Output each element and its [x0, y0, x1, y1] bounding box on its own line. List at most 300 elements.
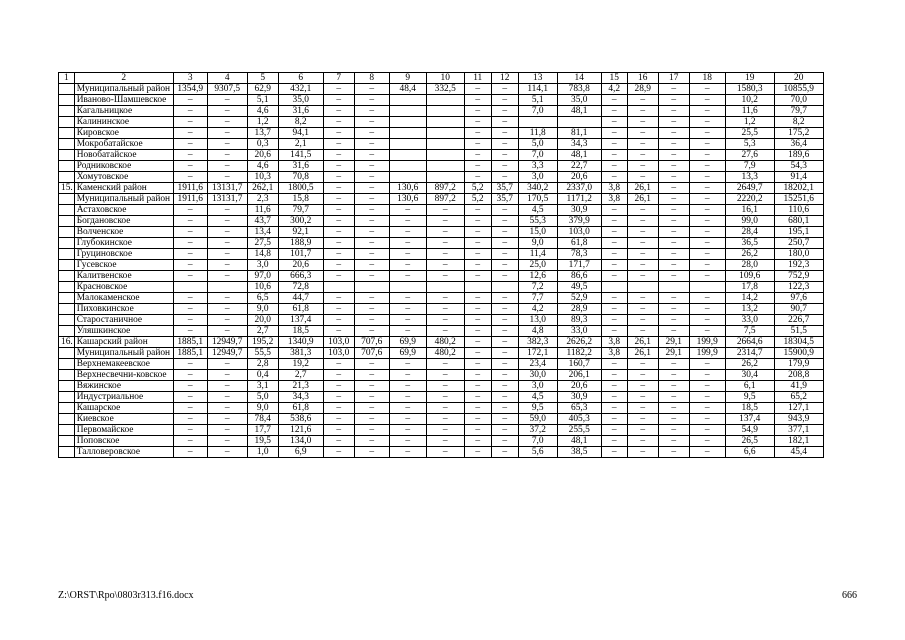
value-cell: – [354, 392, 389, 403]
value-cell: – [389, 315, 426, 326]
value-cell: 35,7 [491, 194, 518, 205]
value-cell: – [464, 304, 491, 315]
value-cell: 26,2 [725, 249, 774, 260]
value-cell: – [658, 84, 689, 95]
value-cell: – [491, 117, 518, 128]
value-cell: – [464, 260, 491, 271]
row-index [59, 216, 75, 227]
value-cell: – [491, 84, 518, 95]
value-cell: – [491, 271, 518, 282]
value-cell: – [323, 205, 354, 216]
table-row [59, 216, 824, 227]
value-cell: – [389, 370, 426, 381]
row-name: Хомутовское [74, 172, 173, 183]
value-cell: 6,1 [725, 381, 774, 392]
row-index [59, 106, 75, 117]
value-cell: 94,1 [278, 128, 323, 139]
value-cell: 2664,6 [725, 337, 774, 348]
value-cell: – [491, 414, 518, 425]
value-cell: 6,9 [278, 447, 323, 458]
value-cell: 179,9 [774, 359, 823, 370]
value-cell: – [464, 249, 491, 260]
value-cell: – [658, 205, 689, 216]
value-cell: 52,9 [557, 293, 601, 304]
value-cell: – [389, 271, 426, 282]
value-cell: 7,7 [518, 293, 557, 304]
value-cell: – [464, 425, 491, 436]
value-cell: 379,9 [557, 216, 601, 227]
value-cell: – [323, 326, 354, 337]
value-cell: – [354, 194, 389, 205]
value-cell: 1800,5 [278, 183, 323, 194]
value-cell: – [389, 249, 426, 260]
value-cell: 29,1 [658, 337, 689, 348]
value-cell: 33,0 [557, 326, 601, 337]
value-cell: – [354, 161, 389, 172]
value-cell: 5,3 [725, 139, 774, 150]
value-cell: 7,0 [518, 150, 557, 161]
value-cell: – [658, 392, 689, 403]
value-cell: 9307,5 [207, 84, 247, 95]
row-name: Красновское [74, 282, 173, 293]
value-cell [389, 106, 426, 117]
value-cell: – [426, 436, 464, 447]
header-cell: 10 [426, 73, 464, 84]
value-cell: – [658, 161, 689, 172]
value-cell: 2,7 [247, 326, 278, 337]
value-cell: – [491, 161, 518, 172]
value-cell [207, 282, 247, 293]
value-cell: 49,5 [557, 282, 601, 293]
row-index [59, 447, 75, 458]
value-cell: 36,4 [774, 139, 823, 150]
value-cell: – [426, 304, 464, 315]
value-cell [689, 282, 725, 293]
row-name: Глубокинское [74, 238, 173, 249]
value-cell: – [173, 216, 207, 227]
row-name: Калитвенское [74, 271, 173, 282]
value-cell: 538,6 [278, 414, 323, 425]
value-cell: 188,9 [278, 238, 323, 249]
value-cell: – [491, 381, 518, 392]
value-cell: 897,2 [426, 194, 464, 205]
value-cell: – [601, 370, 627, 381]
row-index [59, 117, 75, 128]
value-cell: – [173, 106, 207, 117]
value-cell: 13,4 [247, 227, 278, 238]
row-name: Мокробатайское [74, 139, 173, 150]
value-cell: – [464, 84, 491, 95]
value-cell: – [601, 249, 627, 260]
value-cell: – [354, 227, 389, 238]
row-index [59, 172, 75, 183]
value-cell: – [464, 161, 491, 172]
value-cell: 1171,2 [557, 194, 601, 205]
value-cell: – [491, 392, 518, 403]
value-cell: 27,5 [247, 238, 278, 249]
value-cell: 1911,6 [173, 183, 207, 194]
table-row [59, 128, 824, 139]
value-cell: – [354, 150, 389, 161]
value-cell: 21,3 [278, 381, 323, 392]
value-cell: – [658, 249, 689, 260]
value-cell [426, 282, 464, 293]
value-cell [389, 139, 426, 150]
value-cell: – [658, 139, 689, 150]
value-cell: – [689, 95, 725, 106]
value-cell: – [207, 117, 247, 128]
value-cell: – [426, 381, 464, 392]
value-cell: – [207, 436, 247, 447]
header-cell: 18 [689, 73, 725, 84]
value-cell: – [658, 183, 689, 194]
table-row [59, 260, 824, 271]
value-cell [389, 282, 426, 293]
value-cell: – [173, 205, 207, 216]
value-cell: – [627, 359, 658, 370]
value-cell: – [658, 227, 689, 238]
value-cell: 13131,7 [207, 194, 247, 205]
value-cell: – [354, 447, 389, 458]
value-cell: 332,5 [426, 84, 464, 95]
header-cell: 11 [464, 73, 491, 84]
value-cell: 7,5 [725, 326, 774, 337]
value-cell: – [323, 436, 354, 447]
value-cell: 171,7 [557, 260, 601, 271]
value-cell: 170,5 [518, 194, 557, 205]
value-cell: – [491, 447, 518, 458]
value-cell: 20,6 [557, 172, 601, 183]
value-cell: 8,2 [774, 117, 823, 128]
value-cell: 1354,9 [173, 84, 207, 95]
value-cell: – [426, 425, 464, 436]
value-cell: – [601, 117, 627, 128]
value-cell: – [627, 128, 658, 139]
row-index [59, 315, 75, 326]
header-cell: 4 [207, 73, 247, 84]
value-cell: 9,0 [247, 304, 278, 315]
value-cell: – [491, 315, 518, 326]
value-cell: 27,6 [725, 150, 774, 161]
value-cell: – [323, 183, 354, 194]
value-cell: 15251,6 [774, 194, 823, 205]
value-cell: 69,9 [389, 337, 426, 348]
value-cell: – [464, 271, 491, 282]
value-cell: 97,6 [774, 293, 823, 304]
value-cell: – [491, 348, 518, 359]
row-name: Астаховское [74, 205, 173, 216]
header-cell: 5 [247, 73, 278, 84]
row-index [59, 238, 75, 249]
value-cell: – [658, 447, 689, 458]
value-cell: – [426, 359, 464, 370]
value-cell: 103,0 [557, 227, 601, 238]
value-cell: 405,3 [557, 414, 601, 425]
row-name: Старостаничное [74, 315, 173, 326]
value-cell: – [689, 249, 725, 260]
value-cell: – [389, 392, 426, 403]
value-cell: – [689, 106, 725, 117]
value-cell: – [658, 117, 689, 128]
value-cell: – [207, 315, 247, 326]
value-cell: – [207, 205, 247, 216]
row-index [59, 370, 75, 381]
value-cell: 666,3 [278, 271, 323, 282]
value-cell: – [173, 117, 207, 128]
value-cell: 28,4 [725, 227, 774, 238]
value-cell: – [658, 359, 689, 370]
row-index [59, 161, 75, 172]
value-cell [354, 282, 389, 293]
row-index [59, 348, 75, 359]
value-cell: 69,9 [389, 348, 426, 359]
value-cell: – [426, 370, 464, 381]
value-cell: 752,9 [774, 271, 823, 282]
value-cell: 2220,2 [725, 194, 774, 205]
value-cell: – [627, 260, 658, 271]
value-cell: – [173, 370, 207, 381]
value-cell: – [207, 293, 247, 304]
value-cell: 432,1 [278, 84, 323, 95]
table-row [59, 348, 824, 359]
value-cell: – [207, 392, 247, 403]
table-row [59, 238, 824, 249]
value-cell: – [426, 216, 464, 227]
value-cell: – [491, 238, 518, 249]
header-cell: 14 [557, 73, 601, 84]
value-cell: 91,4 [774, 172, 823, 183]
value-cell: – [354, 359, 389, 370]
table-row [59, 205, 824, 216]
value-cell: – [173, 238, 207, 249]
row-index [59, 392, 75, 403]
value-cell: – [173, 128, 207, 139]
value-cell: – [426, 326, 464, 337]
value-cell: 20,6 [557, 381, 601, 392]
value-cell: – [354, 205, 389, 216]
value-cell: – [207, 139, 247, 150]
value-cell: 90,7 [774, 304, 823, 315]
value-cell: – [207, 370, 247, 381]
value-cell: 79,7 [278, 205, 323, 216]
value-cell: – [689, 172, 725, 183]
value-cell: 897,2 [426, 183, 464, 194]
row-index [59, 260, 75, 271]
value-cell: – [689, 447, 725, 458]
row-name: Кагальницкое [74, 106, 173, 117]
value-cell: 1885,1 [173, 348, 207, 359]
value-cell [557, 117, 601, 128]
table-row [59, 337, 824, 348]
value-cell: 43,7 [247, 216, 278, 227]
value-cell: – [389, 359, 426, 370]
value-cell: 55,5 [247, 348, 278, 359]
value-cell: 172,1 [518, 348, 557, 359]
value-cell: 41,9 [774, 381, 823, 392]
value-cell: 22,7 [557, 161, 601, 172]
value-cell: – [323, 117, 354, 128]
header-cell: 2 [74, 73, 173, 84]
value-cell: 480,2 [426, 348, 464, 359]
value-cell: 4,6 [247, 106, 278, 117]
value-cell: – [207, 271, 247, 282]
value-cell: 6,5 [247, 293, 278, 304]
value-cell: 35,0 [557, 95, 601, 106]
value-cell: – [689, 304, 725, 315]
value-cell: – [207, 238, 247, 249]
value-cell: 12949,7 [207, 337, 247, 348]
value-cell: – [323, 392, 354, 403]
value-cell: – [658, 304, 689, 315]
row-index [59, 436, 75, 447]
value-cell: – [627, 447, 658, 458]
value-cell: 61,8 [278, 403, 323, 414]
value-cell: 45,4 [774, 447, 823, 458]
value-cell: 13,2 [725, 304, 774, 315]
value-cell: – [627, 370, 658, 381]
value-cell: – [627, 172, 658, 183]
value-cell: – [354, 271, 389, 282]
value-cell: – [689, 150, 725, 161]
value-cell: 199,9 [689, 348, 725, 359]
value-cell: – [173, 315, 207, 326]
value-cell: 109,6 [725, 271, 774, 282]
value-cell: – [627, 271, 658, 282]
value-cell: – [173, 425, 207, 436]
value-cell: – [354, 117, 389, 128]
value-cell: – [464, 293, 491, 304]
value-cell: 480,2 [426, 337, 464, 348]
value-cell: – [658, 315, 689, 326]
value-cell: – [689, 128, 725, 139]
value-cell: – [491, 249, 518, 260]
value-cell: 81,1 [557, 128, 601, 139]
value-cell: 72,8 [278, 282, 323, 293]
value-cell: 30,0 [518, 370, 557, 381]
value-cell: 3,0 [247, 260, 278, 271]
value-cell: 89,3 [557, 315, 601, 326]
value-cell: – [354, 293, 389, 304]
value-cell [323, 282, 354, 293]
header-cell: 7 [323, 73, 354, 84]
value-cell: – [464, 403, 491, 414]
row-name: Муниципальный район [74, 348, 173, 359]
value-cell: – [627, 106, 658, 117]
row-index [59, 425, 75, 436]
value-cell: – [426, 238, 464, 249]
row-index [59, 381, 75, 392]
value-cell: 54,3 [774, 161, 823, 172]
header-cell: 3 [173, 73, 207, 84]
value-cell: – [354, 260, 389, 271]
value-cell: – [601, 447, 627, 458]
value-cell: – [689, 117, 725, 128]
value-cell: – [689, 315, 725, 326]
value-cell: – [601, 392, 627, 403]
value-cell: – [689, 370, 725, 381]
table-row [59, 172, 824, 183]
value-cell: 14,2 [725, 293, 774, 304]
value-cell: – [627, 326, 658, 337]
value-cell: 18,5 [278, 326, 323, 337]
value-cell: 37,2 [518, 425, 557, 436]
value-cell: 103,0 [323, 337, 354, 348]
value-cell [491, 282, 518, 293]
value-cell: – [323, 139, 354, 150]
value-cell: – [173, 359, 207, 370]
value-cell: 1885,1 [173, 337, 207, 348]
value-cell: – [658, 381, 689, 392]
value-cell: 180,0 [774, 249, 823, 260]
value-cell: – [601, 436, 627, 447]
value-cell: 12,6 [518, 271, 557, 282]
value-cell: – [601, 128, 627, 139]
value-cell: 2314,7 [725, 348, 774, 359]
value-cell: 35,7 [491, 183, 518, 194]
value-cell: 11,4 [518, 249, 557, 260]
value-cell: 3,0 [518, 172, 557, 183]
table-row [59, 161, 824, 172]
value-cell: 160,7 [557, 359, 601, 370]
value-cell: – [173, 139, 207, 150]
value-cell: – [491, 172, 518, 183]
value-cell: 31,6 [278, 106, 323, 117]
value-cell: 30,9 [557, 392, 601, 403]
row-name: Муниципальный район [74, 194, 173, 205]
value-cell [426, 150, 464, 161]
value-cell: – [601, 205, 627, 216]
value-cell: 59,0 [518, 414, 557, 425]
value-cell: – [464, 117, 491, 128]
value-cell: – [464, 128, 491, 139]
value-cell: – [323, 194, 354, 205]
row-index [59, 414, 75, 425]
value-cell: 26,1 [627, 337, 658, 348]
value-cell: – [627, 117, 658, 128]
value-cell: 182,1 [774, 436, 823, 447]
table-row [59, 95, 824, 106]
value-cell [658, 282, 689, 293]
value-cell: – [601, 161, 627, 172]
value-cell: 3,8 [601, 337, 627, 348]
value-cell: – [627, 161, 658, 172]
table-row [59, 326, 824, 337]
value-cell: – [389, 447, 426, 458]
value-cell: 26,1 [627, 348, 658, 359]
value-cell: 7,2 [518, 282, 557, 293]
value-cell: 48,1 [557, 150, 601, 161]
value-cell: – [323, 150, 354, 161]
value-cell: 175,2 [774, 128, 823, 139]
value-cell: – [173, 249, 207, 260]
value-cell: – [323, 128, 354, 139]
value-cell: 26,2 [725, 359, 774, 370]
value-cell: – [464, 150, 491, 161]
value-cell: – [601, 216, 627, 227]
value-cell: 0,3 [247, 139, 278, 150]
value-cell [173, 282, 207, 293]
value-cell: – [464, 227, 491, 238]
value-cell: – [627, 150, 658, 161]
row-index [59, 293, 75, 304]
row-name: Индустриальное [74, 392, 173, 403]
value-cell: – [627, 293, 658, 304]
value-cell: – [491, 260, 518, 271]
value-cell: 13,0 [518, 315, 557, 326]
value-cell: 62,9 [247, 84, 278, 95]
value-cell: – [207, 128, 247, 139]
value-cell: – [491, 139, 518, 150]
